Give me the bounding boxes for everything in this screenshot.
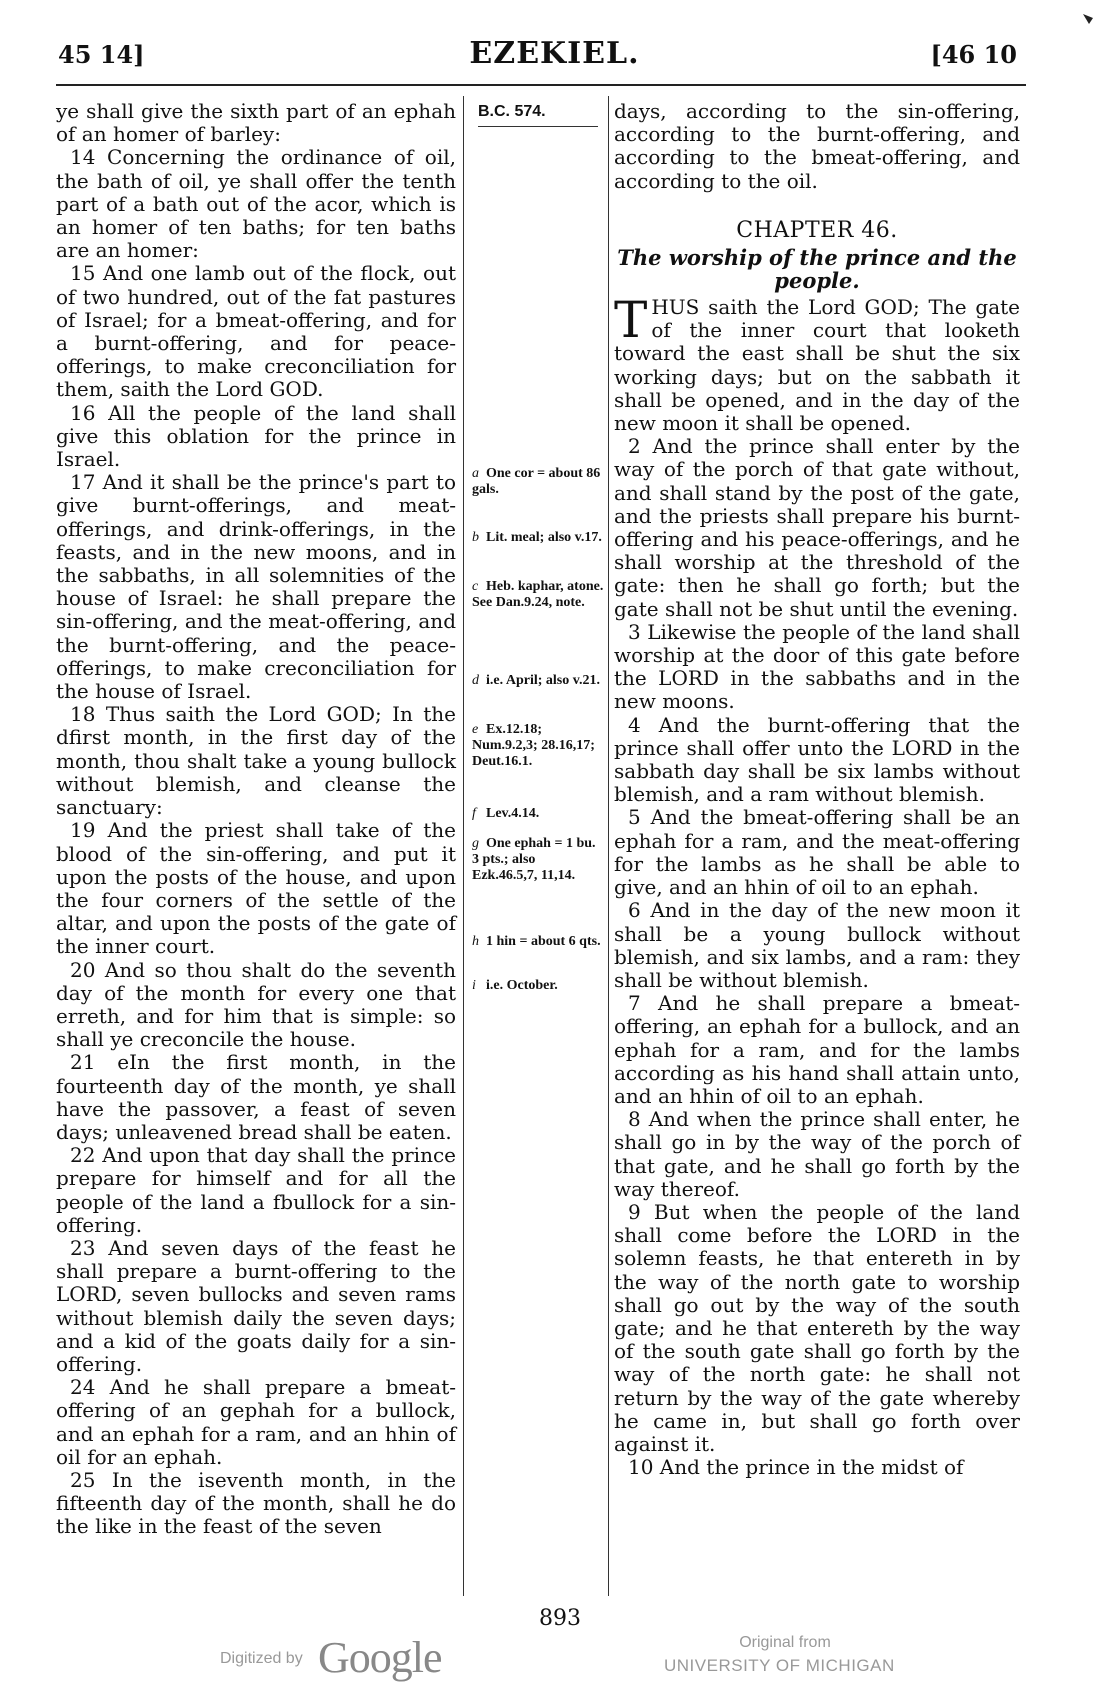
margin-note-i: [472, 978, 604, 994]
margin-note-g: [472, 836, 604, 884]
corner-arrow-icon: [1083, 14, 1093, 24]
chapter-heading: CHAPTER 46.: [736, 217, 898, 243]
verse-17: 17 And it shall be the prince's part to give burnt-offerings, and meat-offerings, and drink-offerings, in the feasts, and in the new moons, and in the sabbaths, in all solemnities of the house of Israel: he shall prepare the sin-offering, and the meat-offering, and the burnt-offering, and the peace-offerings, to make creconciliation for the house of Israel.: [56, 470, 456, 704]
note-key: b: [472, 530, 479, 545]
verse-19: 19 And the priest shall take of the blood of the sin-offering, and put it upon the posts of the house, and upon the four corners of the settle of the altar, and upon the posts of the gate of the inner court.: [56, 818, 456, 959]
margin-note-c: [472, 579, 604, 611]
note-text: Lit. meal; also v.17.: [486, 530, 602, 545]
opening-text: HUS saith the Lord GOD; The gate of the inner court that looketh toward the east shall be shut the six working days; but on the sabbath it shall be opened, and in the day of the new moon it shall be opened.: [614, 295, 1020, 436]
note-text: One cor = about 86 gals.: [472, 466, 601, 497]
chapter-summary: The worship of the prince and the people.: [617, 245, 1017, 294]
verse-15: 15 And one lamb out of the flock, out of two hundred, out of the fat pastures of Israel; for a bmeat-offering, and for a burnt-offering, and for peace-offerings, to make creconciliation for them, saith the Lord GOD.: [56, 261, 456, 402]
verse-22: 22 And upon that day shall the prince prepare for himself and for all the people of the land a fbullock for a sin-offering.: [56, 1143, 456, 1237]
note-text: Ex.12.18; Num.9.2,3; 28.16,17; Deut.16.1.: [472, 722, 595, 769]
left-text-column: [56, 100, 456, 1539]
header-right-reference: [46 10: [930, 40, 1017, 69]
note-text: i.e. April; also v.21.: [486, 673, 600, 688]
drop-cap: T: [614, 291, 648, 350]
note-key: d: [472, 673, 479, 688]
column-divider-right: [608, 96, 609, 1596]
margin-note-h: [472, 934, 604, 950]
note-key: h: [472, 934, 479, 949]
verse-10: 10 And the prince in the midst of: [628, 1455, 964, 1480]
note-text: Lev.4.14.: [486, 806, 540, 821]
verse-24: 24 And he shall prepare a bmeat-offering of an gephah for a bullock, and an ephah for a ram, and an hhin of oil for an ephah.: [56, 1375, 456, 1469]
margin-year: B.C. 574.: [478, 103, 598, 127]
right-text-column: [614, 100, 1020, 1479]
verse-4: 4 And the burnt-offering that the prince shall offer unto the LORD in the sabbath day shall be six lambs without blemish, and a ram without blemish.: [614, 712, 1020, 807]
note-text: One ephah = 1 bu. 3 pts.; also Ezk.46.5,7, 11,14.: [472, 836, 596, 883]
note-key: i: [472, 978, 476, 993]
verse-6: 6 And in the day of the new moon it shall be a young bullock without blemish, and six lambs, and a ram: they shall be without blemish.: [614, 898, 1020, 992]
margin-note-e: [472, 722, 604, 770]
margin-note-d: [472, 673, 604, 689]
original-from-label: Original from: [739, 1634, 831, 1651]
chapter-opening: [614, 291, 1020, 436]
note-key: e: [472, 722, 479, 737]
margin-note-f: [472, 806, 604, 822]
verse-continuation: ye shall give the sixth part of an ephah of an homer of barley:: [56, 99, 456, 147]
note-key: f: [472, 806, 476, 821]
digitized-by-label: Digitized by: [220, 1650, 303, 1667]
note-text: 1 hin = about 6 qts.: [486, 934, 601, 949]
note-key: c: [472, 579, 479, 594]
verse-21: 21 eIn the first month, in the fourteenth day of the month, ye shall have the passover, a feast of seven days; unleavened bread shall be eaten.: [56, 1050, 456, 1144]
margin-note-b: [472, 530, 604, 546]
note-key: g: [472, 836, 479, 851]
verse-25: 25 In the iseventh month, in the fifteenth day of the month, shall he do the like in the feast of the seven: [56, 1467, 456, 1539]
verse-9: 9 But when the people of the land shall come before the LORD in the solemn feasts, he that entereth in by the way of the north gate to worship shall go out by the way of the south gate; and he that entereth by the way of the south gate shall go forth by the way of the north gate: he shall not return by the way of the gate whereby he came in, but shall go forth over against it.: [614, 1199, 1020, 1456]
library-label: UNIVERSITY OF MICHIGAN: [664, 1656, 895, 1675]
verse-continuation: days, according to the sin-offering, according to the burnt-offering, and according to the bmeat-offering, and according to the oil.: [614, 99, 1020, 193]
margin-note-a: [472, 466, 604, 498]
verse-3: 3 Likewise the people of the land shall worship at the door of this gate before the LORD in the sabbaths and in the new moons.: [614, 619, 1020, 714]
note-text: i.e. October.: [486, 978, 558, 993]
column-divider-left: [463, 96, 464, 1596]
note-key: a: [472, 466, 479, 481]
verse-8: 8 And when the prince shall enter, he shall go in by the way of the porch of that gate, and he shall go forth by the way thereof.: [614, 1107, 1020, 1201]
header-rule: [56, 84, 1026, 86]
verse-18: 18 Thus saith the Lord GOD; In the dfirst month, in the first day of the month, thou shalt take a young bullock without blemish, and cleanse the sanctuary:: [56, 702, 456, 820]
note-text: Heb. kaphar, atone. See Dan.9.24, note.: [472, 579, 604, 610]
verse-2: 2 And the prince shall enter by the way of the porch of that gate without, and shall stand by the post of the gate, and the priests shall prepare his burnt-offering and his peace-offerings, and he shall worship at the threshold of the gate: then he shall go forth; but the gate shall not be shut until the evening.: [614, 434, 1020, 621]
verse-23: 23 And seven days of the feast he shall prepare a burnt-offering to the LORD, seven bullocks and seven rams without blemish daily the seven days; and a kid of the goats daily for a sin-offering.: [56, 1235, 456, 1376]
verse-14: 14 Concerning the ordinance of oil, the bath of oil, ye shall offer the tenth part of a bath out of the acor, which is an homer of ten baths; for ten baths are an homer:: [56, 145, 456, 263]
verse-20: 20 And so thou shalt do the seventh day of the month for every one that erreth, and for him that is simple: so shall ye creconcile the house.: [56, 957, 456, 1052]
header-left-reference: 45 14]: [58, 40, 145, 69]
page-number: 893: [539, 1606, 581, 1631]
verse-7: 7 And he shall prepare a bmeat-offering, an ephah for a bullock, and an ephah for a ram, and for the lambs according as his hand shall attain unto, and an hhin of oil to an ephah.: [614, 991, 1020, 1108]
header-book-title: EZEKIEL.: [469, 36, 640, 71]
google-logo: Google: [318, 1633, 442, 1682]
verse-5: 5 And the bmeat-offering shall be an ephah for a ram, and the meat-offering for the lambs as he shall be able to give, and an hhin of oil to an ephah.: [614, 805, 1020, 900]
verse-16: 16 All the people of the land shall give this oblation for the prince in Israel.: [56, 400, 456, 472]
